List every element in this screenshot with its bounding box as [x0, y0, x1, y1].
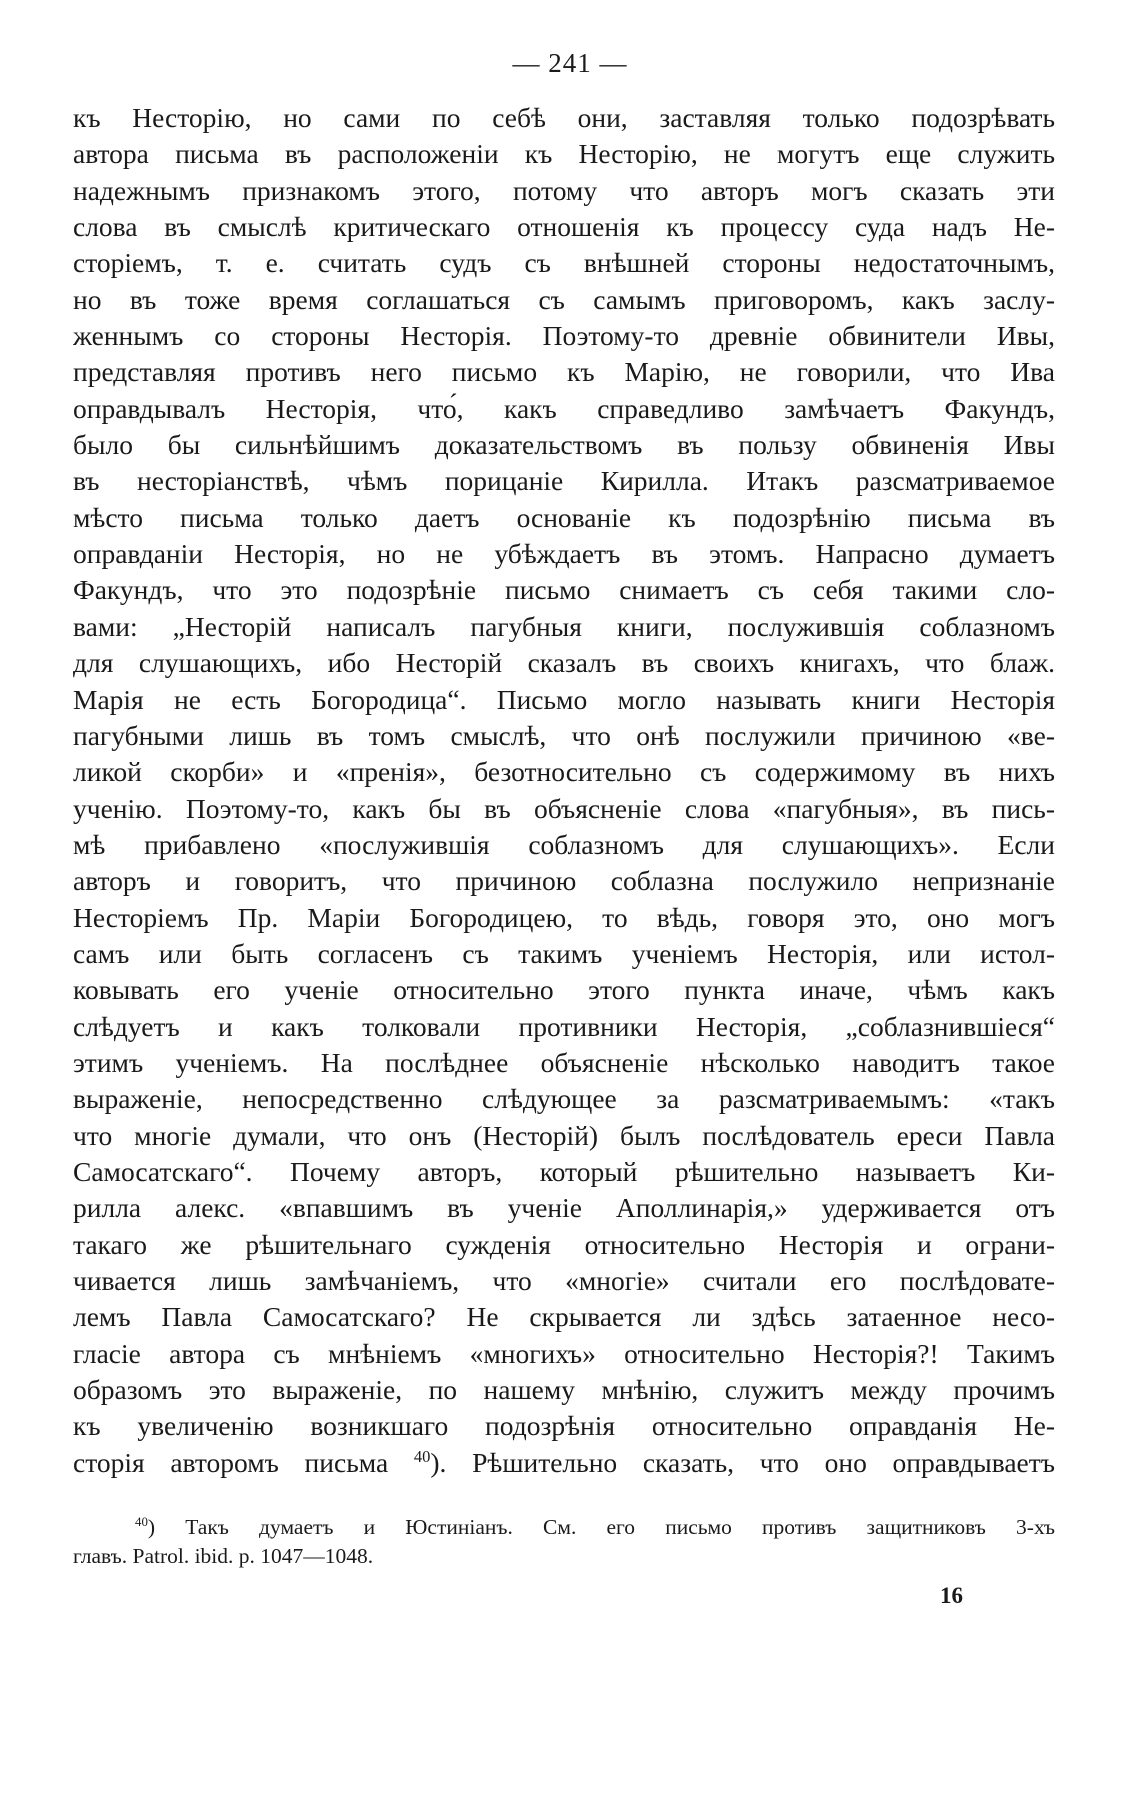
text-line: лемъ Павла Самосатскаго? Не скрывается ли здѣсь затаенное несо-: [73, 1301, 1055, 1333]
text-line: этимъ ученіемъ. На послѣднее объясненіе нѣсколько наводитъ такое: [73, 1046, 1055, 1078]
text-line: чивается лишь замѣчаніемъ, что «многіе» считали его послѣдовате-: [73, 1265, 1055, 1296]
footnote: [73, 1513, 1055, 1571]
footnote-marker: 40: [135, 1514, 148, 1529]
text-line: Несторіемъ Пр. Маріи Богородицею, то вѣдь, говоря это, оно могъ: [73, 901, 1055, 933]
body-text: [73, 100, 1055, 1481]
text-line: въ несторіанствѣ, чѣмъ порицаніе Кирилла. Итакъ разсматриваемое: [73, 465, 1055, 497]
footnote-text-1: ) Такъ думаетъ и Юстиніанъ. См. его письмо противъ защитниковъ 3-хъ: [147, 1515, 1055, 1539]
text-line: Марія не есть Богородица“. Письмо могло называть книги Несторія: [73, 683, 1055, 715]
text-line: женнымъ со стороны Несторія. Поэтому-то древніе обвинители Ивы,: [73, 320, 1055, 352]
page-number: — 241 —: [512, 48, 628, 78]
text-line-last: [73, 1445, 1055, 1481]
text-line: автора письма въ расположеніи къ Несторію, не могутъ еще служить: [73, 138, 1055, 170]
text-line-last-start: сторія авторомъ письма: [73, 1446, 414, 1478]
text-line-last-end: ). Рѣшительно сказать, что оно оправдываетъ: [430, 1446, 1055, 1478]
text-line: слѣдуетъ и какъ толковали противники Несторія, „соблазнившіеся“: [73, 1010, 1055, 1042]
text-line: Самосатскаго“. Почему авторъ, который рѣшительно называетъ Ки-: [73, 1155, 1055, 1187]
text-line: къ Несторію, но сами по себѣ они, заставляя только подозрѣвать: [73, 102, 1055, 133]
text-line: мѣ прибавлено «послужившія соблазномъ для слушающихъ». Если: [73, 828, 1055, 860]
footnote-reference: 40: [413, 1446, 431, 1466]
footnote-line-1: [73, 1513, 1055, 1542]
signature-mark: 16: [940, 1583, 963, 1608]
text-line: надежнымъ признакомъ этого, потому что авторъ могъ сказать эти: [73, 174, 1055, 206]
text-line: слова въ смыслѣ критическаго отношенія къ процессу суда надъ Не-: [73, 211, 1055, 243]
text-line: такаго же рѣшительнаго сужденія относительно Несторія и ограни-: [73, 1228, 1055, 1260]
text-line: вами: „Несторій написалъ пагубныя книги, послужившія соблазномъ: [73, 610, 1055, 642]
text-line: мѣсто письма только даетъ основаніе къ подозрѣнію письма въ: [73, 501, 1055, 533]
text-line: къ увеличенію возникшаго подозрѣнія относительно оправданія Не-: [73, 1410, 1055, 1442]
text-line: авторъ и говоритъ, что причиною соблазна послужило непризнаніе: [73, 865, 1055, 897]
text-line: для слушающихъ, ибо Несторій сказалъ въ своихъ книгахъ, что блаж.: [73, 647, 1055, 679]
text-line: образомъ это выраженіе, по нашему мнѣнію, служитъ между прочимъ: [73, 1374, 1055, 1406]
footnote-line-2: главъ. Patrol. ibid. p. 1047—1048.: [73, 1544, 374, 1568]
text-line: выраженіе, непосредственно слѣдующее за разсматриваемымъ: «такъ: [73, 1083, 1055, 1115]
text-line: самъ или быть согласенъ съ такимъ ученіемъ Несторія, или истол-: [73, 937, 1055, 969]
text-line: Факундъ, что это подозрѣніе письмо снимаетъ съ себя такими сло-: [73, 574, 1055, 606]
text-line: но въ тоже время соглашаться съ самымъ приговоромъ, какъ заслу-: [73, 283, 1055, 315]
text-line: ученію. Поэтому-то, какъ бы въ объясненіе слова «пагубныя», въ пись-: [73, 792, 1055, 824]
text-line: ликой скорби» и «пренія», безотносительно съ содержимому въ нихъ: [73, 756, 1055, 788]
text-line: оправдывалъ Несторія, что́, какъ справедливо замѣчаетъ Факундъ,: [73, 392, 1055, 424]
text-line: рилла алекс. «впавшимъ въ ученіе Аполлинарія,» удерживается отъ: [73, 1192, 1055, 1224]
text-line: ковывать его ученіе относительно этого пункта иначе, чѣмъ какъ: [73, 974, 1055, 1006]
text-line: сторіемъ, т. е. считать судъ съ внѣшней стороны недостаточнымъ,: [73, 247, 1055, 279]
text-line: что многіе думали, что онъ (Несторій) былъ послѣдователь ереси Павла: [73, 1119, 1055, 1151]
text-line: гласіе автора съ мнѣніемъ «многихъ» относительно Несторія?! Такимъ: [73, 1337, 1055, 1369]
text-line: было бы сильнѣйшимъ доказательствомъ въ пользу обвиненія Ивы: [73, 429, 1055, 461]
text-line: пагубными лишь въ томъ смыслѣ, что онѣ послужили причиною «ве-: [73, 719, 1055, 751]
text-line: представляя противъ него письмо къ Марію, не говорили, что Ива: [73, 356, 1055, 388]
text-line: оправданіи Несторія, но не убѣждаетъ въ этомъ. Напрасно думаетъ: [73, 538, 1055, 570]
